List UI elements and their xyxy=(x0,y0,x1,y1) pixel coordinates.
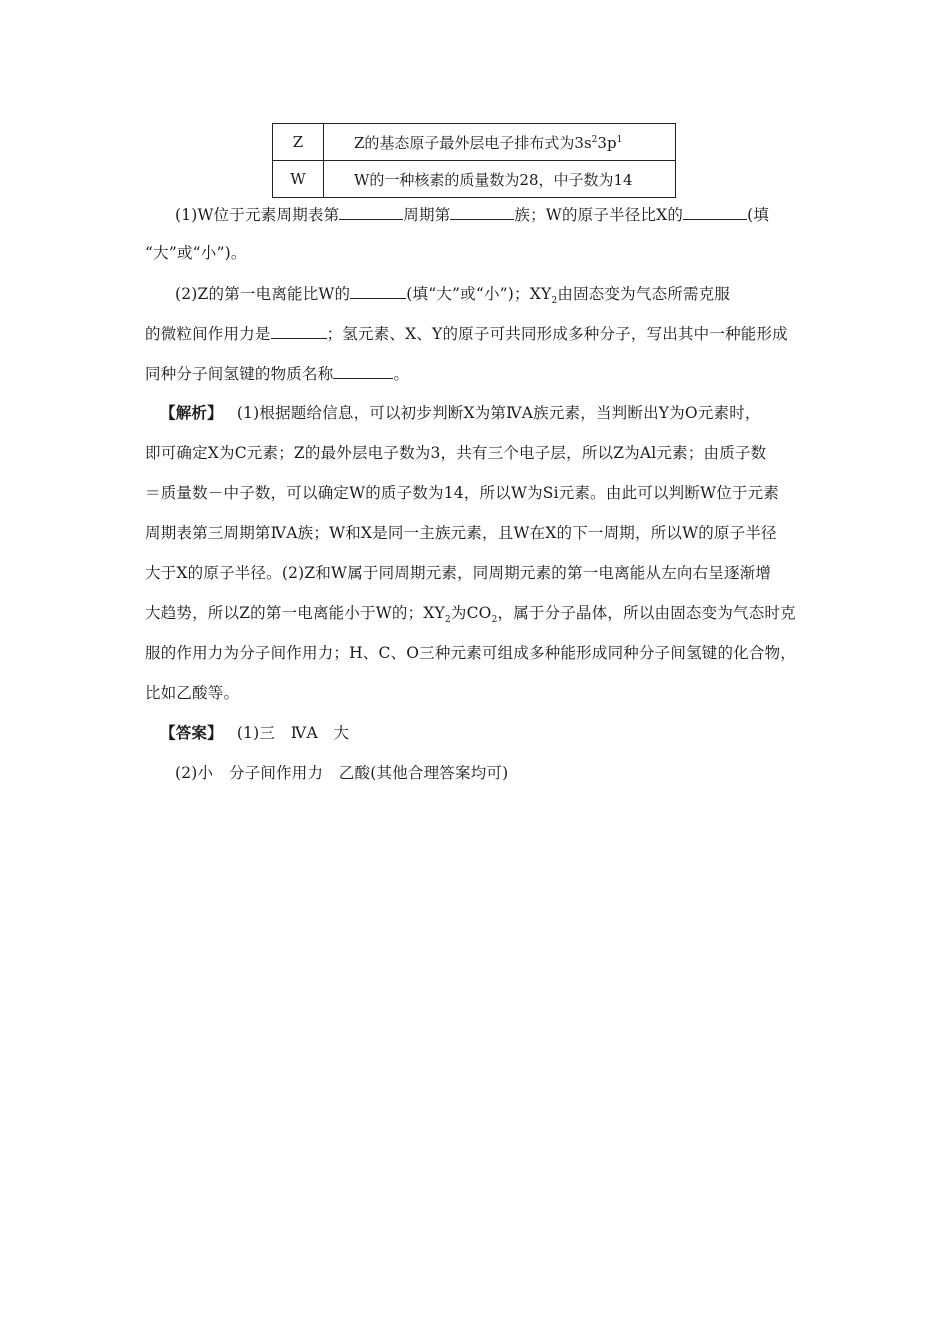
answer-blank xyxy=(339,204,403,220)
analysis-line-3: ＝质量数－中子数，可以确定W的质子数为14，所以W为Si元素。由此可以判断W位于元素 xyxy=(145,484,779,502)
element-description-cell: W的一种核素的质量数为28，中子数为14 xyxy=(324,161,676,198)
answer-label: 【答案】 xyxy=(160,723,223,742)
question-1-line-1: (1)W位于元素周期表第 周期第 族；W的原子半径比X的 (填 xyxy=(175,206,770,224)
analysis-line-5: 大于X的原子半径。(2)Z和W属于同周期元素，同周期元素的第一电离能从左向右呈逐渐增 xyxy=(145,564,772,582)
answer-blank xyxy=(350,283,406,299)
question-1-line-2: “大”或“小”)。 xyxy=(145,244,247,262)
question-2-line-1: (2)Z的第一电离能比W的 (填“大”或“小”)；$XY_2$由固态变为气态所需克服 xyxy=(175,285,731,307)
answer-line-2: (2)小 分子间作用力 乙酸(其他合理答案均可) xyxy=(175,764,509,782)
question-2-line-3: 同种分子间氢键的物质名称 。 xyxy=(145,365,410,383)
analysis-line-8: 比如乙酸等。 xyxy=(145,684,240,702)
answer-blank xyxy=(450,204,514,220)
element-symbol-cell: W xyxy=(273,161,324,198)
element-info-table xyxy=(272,123,676,198)
element-symbol-cell: Z xyxy=(273,124,324,161)
answer-blank xyxy=(333,363,393,379)
element-description-cell: Z的基态原子最外层电子排布式为$3s^23p^1$ xyxy=(324,124,676,161)
analysis-line-1: 【解析】 (1)根据题给信息，可以初步判断X为第ⅣA族元素，当判断出Y为O元素时， xyxy=(160,403,761,422)
table-row xyxy=(273,161,676,198)
analysis-label: 【解析】 xyxy=(160,403,223,422)
question-2-line-2: 的微粒间作用力是 ；氢元素、X、Y的原子可共同形成多种分子，写出其中一种能形成 xyxy=(145,325,788,343)
analysis-line-7: 服的作用力为分子间作用力；H、C、O三种元素可组成多种能形成同种分子间氢键的化合物， xyxy=(145,644,796,662)
answer-blank xyxy=(271,323,327,339)
analysis-line-2: 即可确定X为C元素；Z的最外层电子数为3，共有三个电子层，所以Z为Al元素；由质子数 xyxy=(145,444,767,462)
analysis-line-4: 周期表第三周期第ⅣA族；W和X是同一主族元素，且W在X的下一周期，所以W的原子半径 xyxy=(145,524,777,542)
answer-line-1: 【答案】 (1)三 ⅣA 大 xyxy=(160,723,350,742)
answer-blank xyxy=(683,204,747,220)
analysis-line-6: 大趋势，所以Z的第一电离能小于W的；$XY_2$为$CO_2$，属于分子晶体，所以由固态变为气态时克 xyxy=(145,604,796,626)
table-row xyxy=(273,124,676,161)
